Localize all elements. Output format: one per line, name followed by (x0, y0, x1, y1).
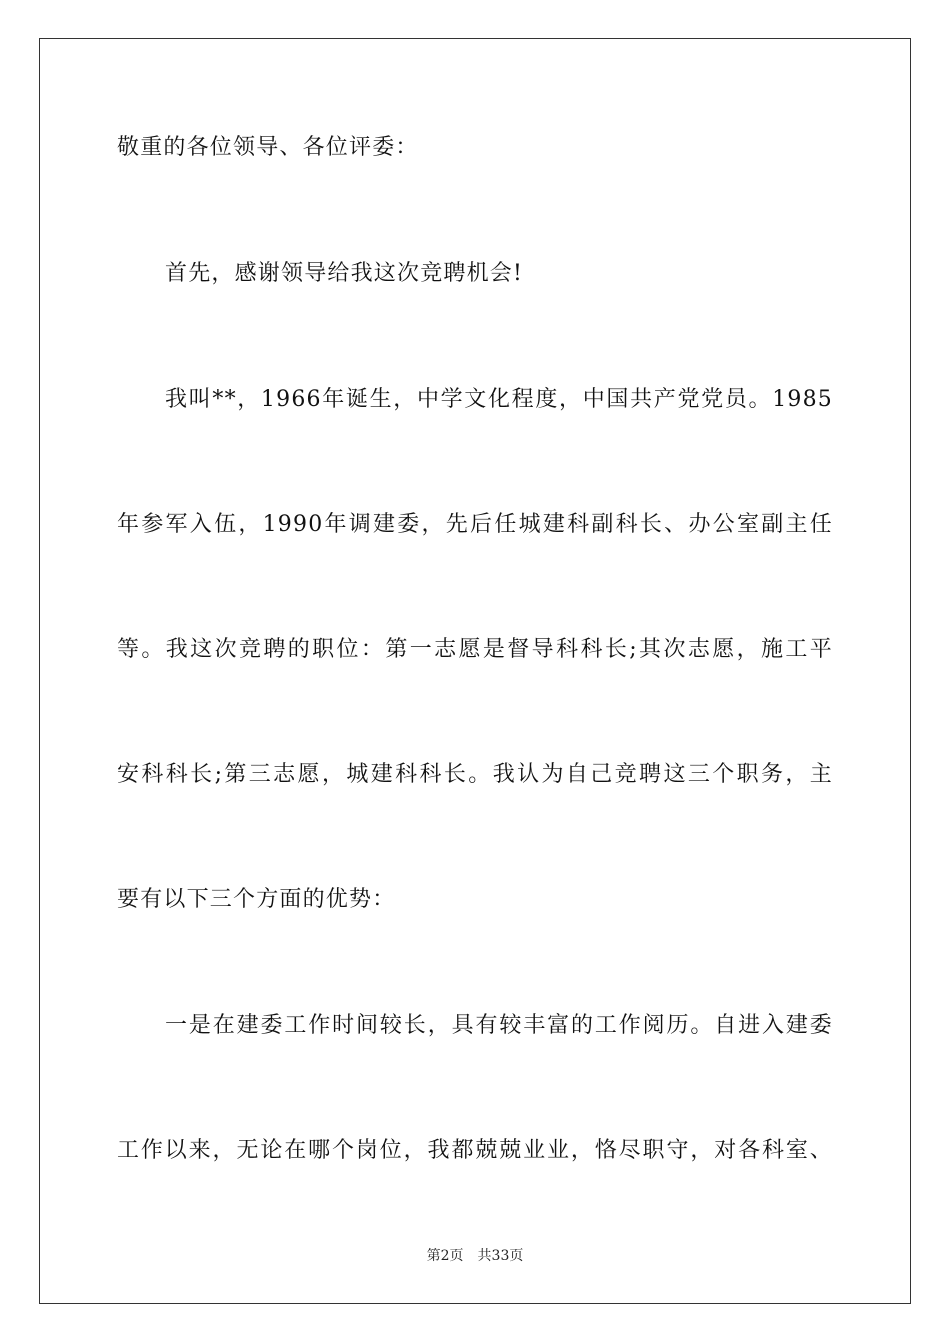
paragraph-line: 等。我这次竞聘的职位：第一志愿是督导科科长;其次志愿，施工平 (117, 637, 833, 662)
salutation-line: 敬重的各位领导、各位评委： (117, 135, 419, 160)
paragraph-line: 我叫**，1966年诞生，中学文化程度，中国共产党党员。1985 (165, 387, 833, 412)
page-number: 第2页 (426, 1248, 464, 1264)
paragraph-line: 一是在建委工作时间较长，具有较丰富的工作阅历。自进入建委 (165, 1013, 833, 1038)
paragraph-line: 安科科长;第三志愿，城建科科长。我认为自己竞聘这三个职务，主 (117, 762, 833, 787)
page-border (39, 38, 911, 1304)
page-total: 共33页 (477, 1248, 524, 1264)
page-footer (0, 1247, 950, 1265)
paragraph-line: 要有以下三个方面的优势： (117, 887, 396, 912)
paragraph-line: 首先，感谢领导给我这次竞聘机会! (165, 261, 524, 286)
paragraph-line: 工作以来，无论在哪个岗位，我都兢兢业业，恪尽职守，对各科室、 (117, 1138, 833, 1163)
paragraph-line: 年参军入伍，1990年调建委，先后任城建科副科长、办公室副主任 (117, 512, 833, 537)
